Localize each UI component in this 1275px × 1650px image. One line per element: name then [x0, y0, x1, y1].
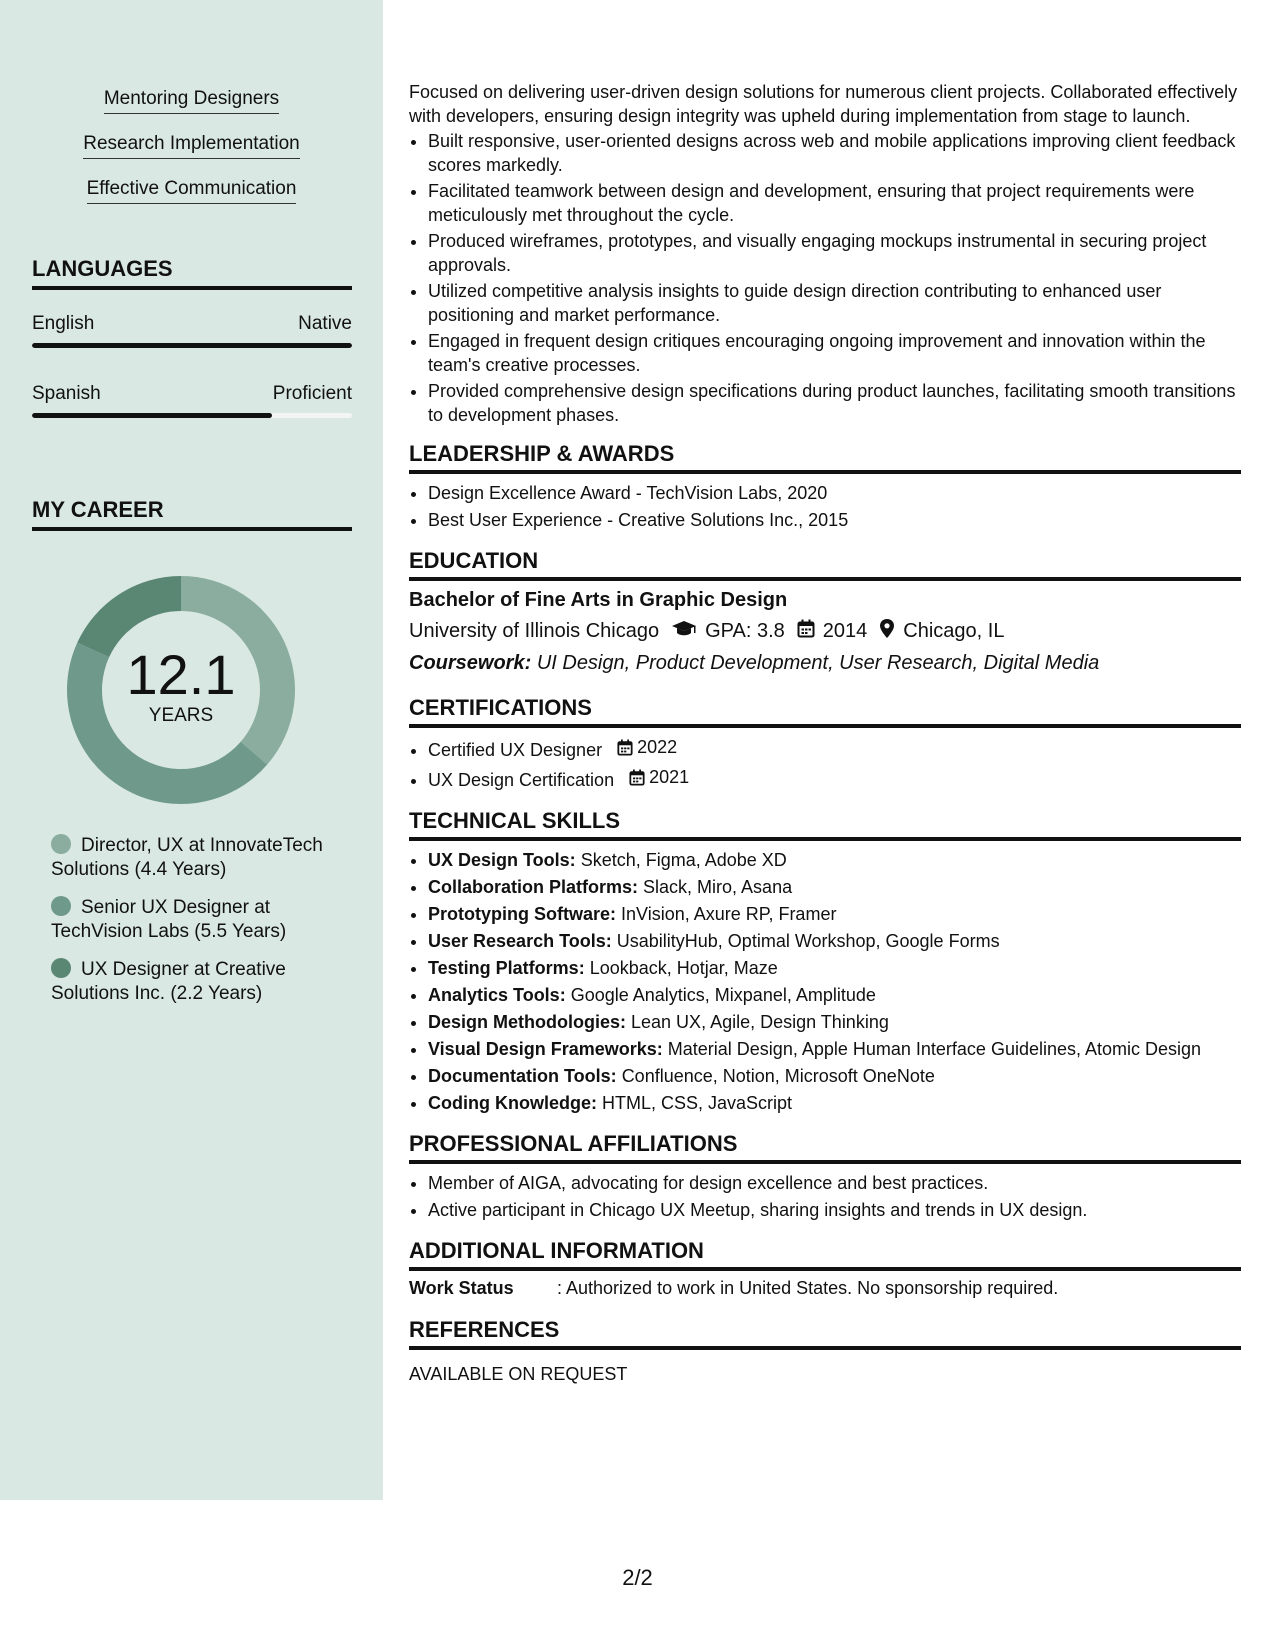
language-bar-fill [32, 413, 272, 418]
career-total [66, 645, 296, 727]
experience-summary: Focused on delivering user-driven design solutions for numerous client projects. Collaborated effectively with developers, ensuring design integrity was upheld during implementation from stage to launch. [409, 82, 1238, 126]
location-pin-icon [879, 618, 895, 645]
list-item: • Prototyping Software: InVision, Axure RP, Framer [428, 901, 1241, 928]
list-item [428, 764, 1241, 794]
technical-skills-heading: TECHNICAL SKILLS [409, 808, 1241, 841]
awards-list [409, 480, 1241, 534]
page-number: 2/2 [622, 1565, 653, 1590]
education-location: Chicago, IL [903, 620, 1005, 642]
calendar-icon [629, 769, 645, 786]
affiliations-heading: PROFESSIONAL AFFILIATIONS [409, 1131, 1241, 1164]
career-legend-item: UX Designer at Creative Solutions Inc. (2.2 Years) [51, 959, 286, 1004]
languages-heading: LANGUAGES [32, 256, 352, 290]
list-item: • Visual Design Frameworks: Material Design, Apple Human Interface Guidelines, Atomic Design [428, 1036, 1241, 1063]
career-legend-item: Director, UX at InnovateTech Solutions (4.4 Years) [51, 835, 323, 880]
skill-item: Mentoring Designers [0, 88, 383, 114]
education-year: 2014 [822, 620, 868, 642]
list-item: • UX Design Tools: Sketch, Figma, Adobe XD [428, 847, 1241, 874]
language-level: Native [298, 313, 352, 334]
education-coursework [409, 652, 1241, 675]
skill-item: Effective Communication [0, 178, 383, 204]
language-name: English [32, 313, 95, 334]
certification-date: 2021 [629, 764, 689, 791]
list-item: • Analytics Tools: Google Analytics, Mixpanel, Amplitude [428, 982, 1241, 1009]
list-item: • Best User Experience - Creative Solutions Inc., 2015 [428, 507, 1241, 534]
language-bar [32, 413, 352, 418]
calendar-icon [617, 739, 633, 756]
list-item: • Provided comprehensive design specifications during product launches, facilitating smooth transitions to development phases. [428, 379, 1241, 427]
education-details [409, 618, 1241, 645]
list-item: • Coding Knowledge: HTML, CSS, JavaScript [428, 1090, 1241, 1117]
language-name: Spanish [32, 383, 101, 404]
legend-dot-icon [51, 834, 71, 854]
list-item [428, 734, 1241, 764]
list-item: • Testing Platforms: Lookback, Hotjar, Maze [428, 955, 1241, 982]
education-gpa: GPA: 3.8 [705, 620, 785, 642]
work-status-value: : Authorized to work in United States. No sponsorship required. [557, 1278, 1059, 1298]
certification-name: UX Design Certification [428, 770, 615, 790]
career-total-number: 12.1 [126, 643, 236, 706]
list-item: • Collaboration Platforms: Slack, Miro, Asana [428, 874, 1241, 901]
list-item: • Facilitated teamwork between design and development, ensuring that project requirements were meticulously met throughout the cycle. [428, 179, 1241, 227]
language-bar [32, 343, 352, 348]
additional-info-heading: ADDITIONAL INFORMATION [409, 1238, 1241, 1271]
list-item: • Design Methodologies: Lean UX, Agile, Design Thinking [428, 1009, 1241, 1036]
calendar-icon [797, 619, 815, 644]
certifications-list [409, 734, 1241, 794]
education-heading: EDUCATION [409, 548, 1241, 581]
graduation-cap-icon [671, 620, 697, 644]
awards-heading: LEADERSHIP & AWARDS [409, 441, 1241, 474]
list-item: • User Research Tools: UsabilityHub, Optimal Workshop, Google Forms [428, 928, 1241, 955]
legend-dot-icon [51, 896, 71, 916]
technical-skills-list [409, 847, 1241, 1117]
work-status-row [409, 1278, 1241, 1299]
list-item: • Design Excellence Award - TechVision Labs, 2020 [428, 480, 1241, 507]
experience-bullets [409, 129, 1241, 427]
list-item: • Engaged in frequent design critiques encouraging ongoing improvement and innovation within the team's creative processes. [428, 329, 1241, 377]
language-bar-fill [32, 343, 352, 348]
list-item: • Active participant in Chicago UX Meetup, sharing insights and trends in UX design. [428, 1197, 1241, 1224]
career-total-unit: YEARS [148, 705, 214, 726]
sidebar [0, 0, 383, 1500]
list-item: • Built responsive, user-oriented designs across web and mobile applications improving client feedback scores markedly. [428, 129, 1241, 177]
references-text: AVAILABLE ON REQUEST [409, 1364, 628, 1384]
education-degree: Bachelor of Fine Arts in Graphic Design [409, 589, 788, 611]
coursework-label: Coursework: [409, 652, 532, 674]
career-legend-item: Senior UX Designer at TechVision Labs (5.5 Years) [51, 897, 287, 942]
career-heading: MY CAREER [32, 497, 352, 531]
list-item: • Produced wireframes, prototypes, and visually engaging mockups instrumental in securing project approvals. [428, 229, 1241, 277]
main-content [409, 80, 1241, 1386]
coursework-value: UI Design, Product Development, User Research, Digital Media [536, 652, 1100, 674]
references-heading: REFERENCES [409, 1317, 1241, 1350]
work-status-label: Work Status [409, 1278, 514, 1298]
list-item: • Documentation Tools: Confluence, Notion, Microsoft OneNote [428, 1063, 1241, 1090]
affiliations-list [409, 1170, 1241, 1224]
list-item: • Member of AIGA, advocating for design excellence and best practices. [428, 1170, 1241, 1197]
language-level: Proficient [272, 383, 352, 404]
list-item: • Utilized competitive analysis insights to guide design direction contributing to enhanced user positioning and market performance. [428, 279, 1241, 327]
education-school: University of Illinois Chicago [409, 620, 660, 642]
certification-date: 2022 [617, 734, 677, 761]
legend-dot-icon [51, 958, 71, 978]
skill-item: Research Implementation [0, 133, 383, 159]
certifications-heading: CERTIFICATIONS [409, 695, 1241, 728]
certification-name: Certified UX Designer [428, 740, 603, 760]
